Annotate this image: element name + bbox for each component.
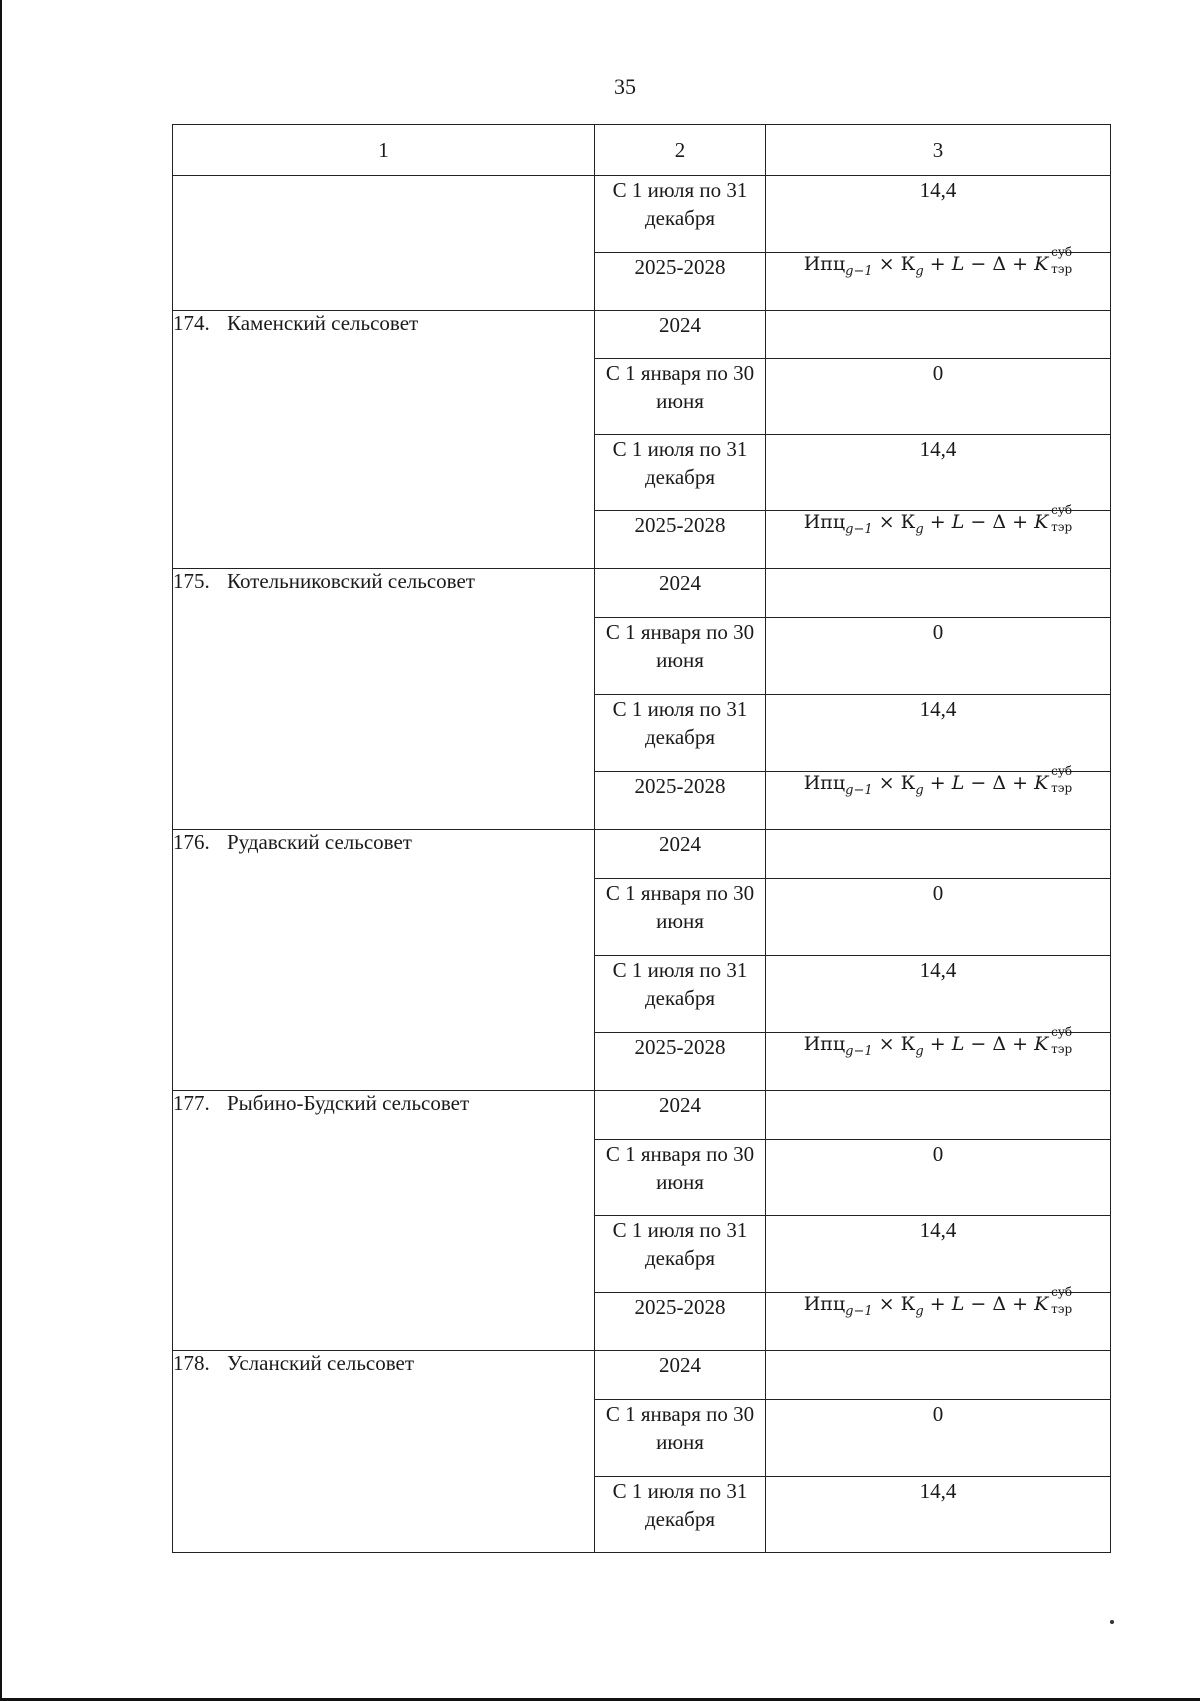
formula-plus: + — [929, 772, 946, 794]
formula-k2-sup: суб — [1051, 245, 1073, 259]
formula-k2-sub: тэр — [1051, 520, 1073, 534]
table-header-row — [173, 125, 1111, 176]
formula-plus: + — [1012, 1033, 1029, 1055]
formula-k: К — [900, 253, 916, 275]
value-cell: 0 — [766, 1400, 1111, 1477]
formula-cell — [766, 1025, 1111, 1091]
formula-k2: K — [1034, 253, 1049, 275]
formula-l: L — [951, 511, 965, 533]
entry-number: 176. — [173, 830, 210, 854]
value-cell: 14,4 — [766, 1477, 1111, 1553]
formula-plus: + — [1012, 1293, 1029, 1315]
formula-k2-sup: суб — [1051, 1285, 1073, 1299]
value-cell: 14,4 — [766, 695, 1111, 772]
period-cell: С 1 июля по 31 декабря — [595, 956, 766, 1033]
formula-k2-sub: тэр — [1051, 1042, 1073, 1056]
value-cell: 14,4 — [766, 176, 1111, 253]
settlement-cell — [173, 569, 595, 830]
formula-k2-sub: тэр — [1051, 1302, 1073, 1316]
formula-k2-sub: тэр — [1051, 262, 1073, 276]
page-number: 35 — [614, 74, 636, 99]
formula-plus: + — [1012, 772, 1029, 794]
formula-cell — [766, 503, 1111, 569]
settlement-cell — [173, 1351, 595, 1553]
formula-k-ter — [1034, 503, 1073, 534]
formula-cell — [766, 764, 1111, 830]
formula — [803, 245, 1073, 279]
entry-number: 175. — [173, 569, 210, 593]
table-row — [173, 830, 1111, 879]
formula-base-sub: g−1 — [845, 1304, 873, 1319]
formula — [803, 764, 1073, 798]
table-row — [173, 176, 1111, 253]
formula-base: Ипц — [803, 1293, 846, 1315]
formula-k: К — [900, 511, 916, 533]
formula-times: × — [878, 511, 895, 533]
formula-minus: − — [970, 253, 987, 275]
period-cell: С 1 января по 30 июня — [595, 879, 766, 956]
formula-k2-sub: тэр — [1051, 781, 1073, 795]
period-cell: 2025-2028 — [595, 1033, 766, 1091]
table-row — [173, 1091, 1111, 1140]
period-cell: С 1 января по 30 июня — [595, 618, 766, 695]
formula-k-sub: g — [915, 1044, 924, 1059]
settlement-name: Рудавский сельсовет — [227, 830, 412, 854]
formula-delta: Δ — [992, 1033, 1007, 1055]
formula-k-ter — [1034, 1025, 1073, 1056]
table-row — [173, 1351, 1111, 1400]
formula-minus: − — [970, 1033, 987, 1055]
value-cell: 14,4 — [766, 1216, 1111, 1293]
period-cell: 2024 — [595, 1091, 766, 1140]
period-cell: С 1 января по 30 июня — [595, 1400, 766, 1477]
formula-plus: + — [929, 1033, 946, 1055]
value-cell: 0 — [766, 879, 1111, 956]
formula-cell — [766, 1285, 1111, 1351]
period-cell: 2025-2028 — [595, 511, 766, 569]
period-cell: 2024 — [595, 311, 766, 359]
formula-times: × — [878, 1293, 895, 1315]
entry-number: 174. — [173, 311, 210, 335]
formula — [803, 503, 1073, 537]
formula — [803, 1285, 1073, 1319]
value-cell: 14,4 — [766, 956, 1111, 1033]
formula-k-ter — [1034, 245, 1073, 276]
period-cell: С 1 июля по 31 декабря — [595, 1477, 766, 1553]
formula-base: Ипц — [803, 253, 846, 275]
formula-k2: K — [1034, 1033, 1049, 1055]
formula-plus: + — [1012, 511, 1029, 533]
formula-l: L — [951, 1033, 965, 1055]
formula-k-sub: g — [915, 783, 924, 798]
formula-delta: Δ — [992, 511, 1007, 533]
settlement-name: Каменский сельсовет — [227, 311, 419, 335]
formula-plus: + — [929, 1293, 946, 1315]
formula-k2-sup: суб — [1051, 1025, 1073, 1039]
settlement-name: Рыбино-Будский сельсовет — [227, 1091, 470, 1115]
period-cell: С 1 июля по 31 декабря — [595, 695, 766, 772]
period-cell: С 1 июля по 31 декабря — [595, 435, 766, 511]
formula-k-sub: g — [915, 1304, 924, 1319]
value-cell — [766, 311, 1111, 359]
settlement-name: Котельниковский сельсовет — [227, 569, 475, 593]
formula-base-sub: g−1 — [845, 1044, 873, 1059]
value-cell: 14,4 — [766, 435, 1111, 511]
table-row — [173, 569, 1111, 618]
formula-k-ter — [1034, 1285, 1073, 1316]
period-cell: 2025-2028 — [595, 253, 766, 311]
value-cell: 0 — [766, 618, 1111, 695]
period-cell: 2024 — [595, 569, 766, 618]
formula — [803, 1025, 1073, 1059]
formula-base: Ипц — [803, 1033, 846, 1055]
formula-minus: − — [970, 772, 987, 794]
period-cell: С 1 января по 30 июня — [595, 1140, 766, 1216]
entry-number: 177. — [173, 1091, 210, 1115]
column-header-2: 2 — [595, 125, 766, 176]
value-cell — [766, 569, 1111, 618]
formula-k-sub: g — [915, 522, 924, 537]
scan-speck — [1110, 1620, 1114, 1624]
formula-base-sub: g−1 — [845, 264, 873, 279]
period-cell: 2025-2028 — [595, 1293, 766, 1351]
settlement-cell — [173, 1091, 595, 1351]
formula-k2-sup: суб — [1051, 764, 1073, 778]
name-cell — [173, 176, 595, 311]
value-cell — [766, 1351, 1111, 1400]
period-cell: 2025-2028 — [595, 772, 766, 830]
rates-table — [172, 124, 1111, 1553]
formula-l: L — [951, 253, 965, 275]
formula-base: Ипц — [803, 511, 846, 533]
formula-plus: + — [1012, 253, 1029, 275]
value-cell — [766, 1091, 1111, 1140]
formula-delta: Δ — [992, 772, 1007, 794]
formula-k2: K — [1034, 511, 1049, 533]
formula-k2-sup: суб — [1051, 503, 1073, 517]
value-cell — [766, 830, 1111, 879]
scan-left-edge — [0, 0, 2, 1701]
formula-minus: − — [970, 1293, 987, 1315]
formula-k2: K — [1034, 772, 1049, 794]
formula-cell — [766, 245, 1111, 311]
period-cell: С 1 июля по 31 декабря — [595, 176, 766, 253]
formula-delta: Δ — [992, 253, 1007, 275]
formula-l: L — [951, 772, 965, 794]
formula-k: К — [900, 1033, 916, 1055]
settlement-name: Усланский сельсовет — [227, 1351, 415, 1375]
column-header-3: 3 — [766, 125, 1111, 176]
period-cell: С 1 июля по 31 декабря — [595, 1216, 766, 1293]
formula-times: × — [878, 1033, 895, 1055]
period-cell: С 1 января по 30 июня — [595, 359, 766, 435]
formula-base-sub: g−1 — [845, 522, 873, 537]
formula-k: К — [900, 772, 916, 794]
formula-base: Ипц — [803, 772, 846, 794]
formula-minus: − — [970, 511, 987, 533]
formula-k2: K — [1034, 1293, 1049, 1315]
formula-k-sub: g — [915, 264, 924, 279]
formula-base-sub: g−1 — [845, 783, 873, 798]
period-cell: 2024 — [595, 1351, 766, 1400]
formula-times: × — [878, 253, 895, 275]
formula-k: К — [900, 1293, 916, 1315]
settlement-cell — [173, 830, 595, 1091]
value-cell: 0 — [766, 1140, 1111, 1216]
formula-delta: Δ — [992, 1293, 1007, 1315]
formula-plus: + — [929, 511, 946, 533]
entry-number: 178. — [173, 1351, 210, 1375]
settlement-cell — [173, 311, 595, 569]
table-row — [173, 311, 1111, 359]
column-header-1: 1 — [173, 125, 595, 176]
formula-times: × — [878, 772, 895, 794]
period-cell: 2024 — [595, 830, 766, 879]
formula-plus: + — [929, 253, 946, 275]
formula-l: L — [951, 1293, 965, 1315]
formula-k-ter — [1034, 764, 1073, 795]
value-cell: 0 — [766, 359, 1111, 435]
